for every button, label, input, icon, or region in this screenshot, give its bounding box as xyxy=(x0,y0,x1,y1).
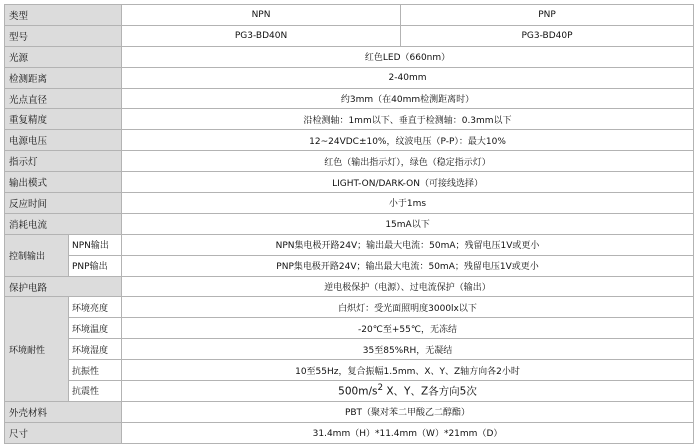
row-value: -20℃至+55℃，无冻结 xyxy=(122,318,694,339)
row-value: LIGHT-ON/DARK-ON（可接线选择） xyxy=(122,172,694,193)
row-value: 12~24VDC±10%，纹波电压（P-P）：最大10% xyxy=(122,130,694,151)
row-label: 检测距离 xyxy=(5,67,122,88)
spec-table xyxy=(4,4,694,444)
row-indicator xyxy=(5,151,694,172)
row-value: 31.4mm（H）*11.4mm（W）*21mm（D） xyxy=(122,422,694,443)
row-output-mode xyxy=(5,172,694,193)
row-label: 类型 xyxy=(5,5,122,26)
row-value: 红色（输出指示灯），绿色（稳定指示灯） xyxy=(122,151,694,172)
row-label: 型号 xyxy=(5,25,122,46)
row-value: 逆电极保护（电源）、过电流保护（输出） xyxy=(122,276,694,297)
row-value: 沿检测轴：1mm以下、垂直于检测轴：0.3mm以下 xyxy=(122,109,694,130)
row-value: 小于1ms xyxy=(122,193,694,214)
model-pnp-cell: PG3-BD40P xyxy=(401,25,694,46)
row-label: 输出模式 xyxy=(5,172,122,193)
sub-label: PNP输出 xyxy=(69,255,122,276)
row-env-shock xyxy=(5,381,694,402)
model-npn-cell: PG3-BD40N xyxy=(122,25,401,46)
row-label: 重复精度 xyxy=(5,109,122,130)
row-value: 红色LED（660nm） xyxy=(122,46,694,67)
row-value xyxy=(122,381,694,402)
group-label: 控制输出 xyxy=(5,234,69,276)
sub-label: NPN输出 xyxy=(69,234,122,255)
row-value: PNP集电极开路24V；输出最大电流：50mA；残留电压1V或更小 xyxy=(122,255,694,276)
row-value: 约3mm（在40mm检测距离时） xyxy=(122,88,694,109)
row-repeat-accuracy xyxy=(5,109,694,130)
row-label: 反应时间 xyxy=(5,193,122,214)
row-supply-voltage xyxy=(5,130,694,151)
row-value: NPN集电极开路24V；输出最大电流：50mA；残留电压1V或更小 xyxy=(122,234,694,255)
row-value: 白炽灯：受光面照明度3000lx以下 xyxy=(122,297,694,318)
row-light-source xyxy=(5,46,694,67)
row-label: 消耗电流 xyxy=(5,213,122,234)
row-spot-diameter xyxy=(5,88,694,109)
row-dimensions xyxy=(5,422,694,443)
shock-value-rest: X、Y、Z各方向5次 xyxy=(383,385,477,398)
row-housing xyxy=(5,401,694,422)
sub-label: 环境亮度 xyxy=(69,297,122,318)
row-value: 2-40mm xyxy=(122,67,694,88)
row-control-output-npn xyxy=(5,234,694,255)
row-label: 光源 xyxy=(5,46,122,67)
row-label: 电源电压 xyxy=(5,130,122,151)
row-value: 10至55Hz，复合振幅1.5mm、X、Y、Z轴方向各2小时 xyxy=(122,360,694,381)
row-current-consumption xyxy=(5,213,694,234)
type-pnp-cell: PNP xyxy=(401,5,694,26)
row-value: 35至85%RH，无凝结 xyxy=(122,339,694,360)
shock-value-exponent: 2 xyxy=(377,383,384,394)
sub-label: 环境湿度 xyxy=(69,339,122,360)
row-env-vibration xyxy=(5,360,694,381)
row-model xyxy=(5,25,694,46)
group-label: 环境耐性 xyxy=(5,297,69,401)
row-value: 15mA以下 xyxy=(122,213,694,234)
row-response-time xyxy=(5,193,694,214)
sub-label: 抗振性 xyxy=(69,360,122,381)
row-label: 尺寸 xyxy=(5,422,122,443)
row-env-humidity xyxy=(5,339,694,360)
type-npn-cell: NPN xyxy=(122,5,401,26)
row-protection xyxy=(5,276,694,297)
row-env-temperature xyxy=(5,318,694,339)
row-value: PBT（聚对苯二甲酸乙二醇酯） xyxy=(122,401,694,422)
sub-label: 抗震性 xyxy=(69,381,122,402)
row-label: 外壳材料 xyxy=(5,401,122,422)
row-label: 保护电路 xyxy=(5,276,122,297)
row-label: 指示灯 xyxy=(5,151,122,172)
sub-label: 环境温度 xyxy=(69,318,122,339)
shock-value-main: 500m/s xyxy=(338,385,378,398)
row-env-brightness xyxy=(5,297,694,318)
row-label: 光点直径 xyxy=(5,88,122,109)
row-control-output-pnp xyxy=(5,255,694,276)
row-type xyxy=(5,5,694,26)
row-detect-distance xyxy=(5,67,694,88)
